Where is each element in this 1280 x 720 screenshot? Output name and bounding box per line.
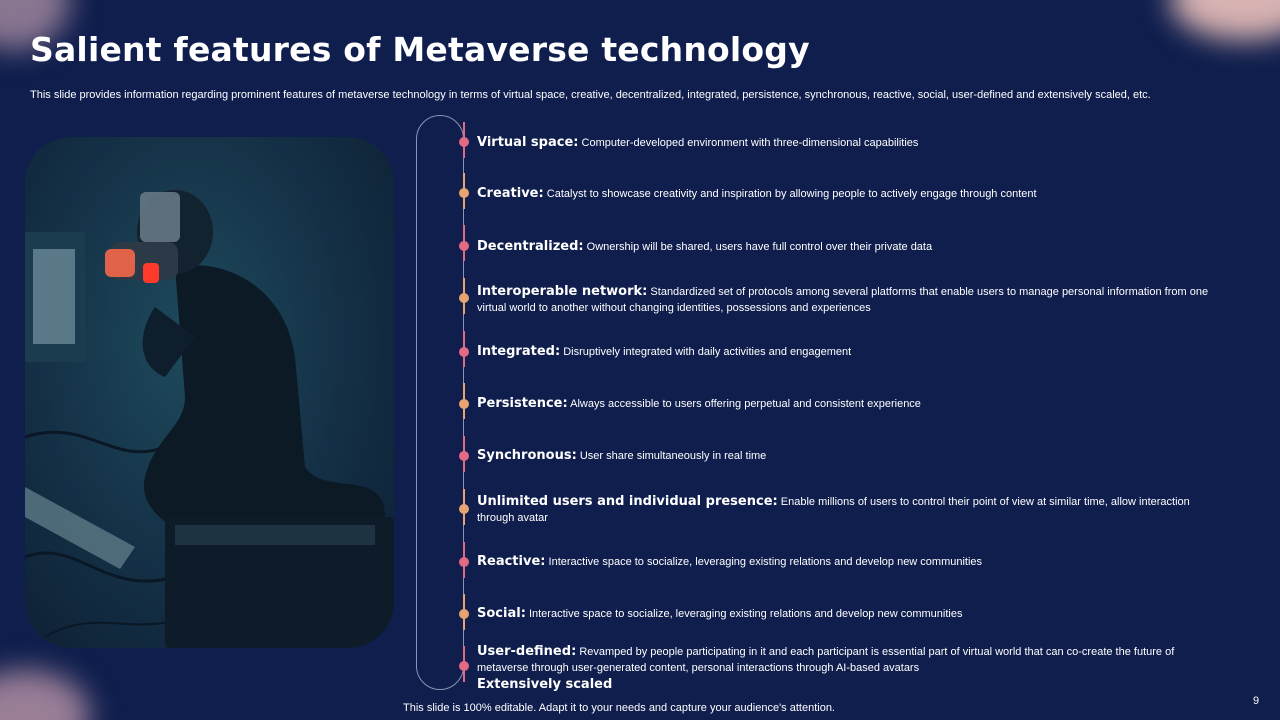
timeline-dot <box>459 504 469 514</box>
feature-description: Revamped by people participating in it and each participant is essential part of virtual world that can co-create the future of metaverse through user-generated content, personal interactions through AI-based avatars <box>477 646 1175 674</box>
slide-title: Salient features of Metaverse technology <box>30 30 810 69</box>
timeline-dot <box>459 241 469 251</box>
feature-item <box>477 606 1217 622</box>
feature-item <box>477 396 1217 412</box>
feature-colon: : <box>562 396 568 411</box>
timeline-dot <box>459 557 469 567</box>
feature-colon: : <box>642 284 648 299</box>
feature-colon: : <box>578 239 584 254</box>
feature-name: Integrated <box>477 344 555 359</box>
feature-name: Unlimited users and individual presence <box>477 494 773 509</box>
feature-description: Computer-developed environment with three-dimensional capabilities <box>578 137 919 149</box>
feature-colon: : <box>573 135 579 150</box>
feature-colon: : <box>538 186 544 201</box>
feature-description: Interactive space to socialize, leveraging existing relations and develop new communities <box>525 608 963 620</box>
decor-blob-bottom-left <box>0 670 90 720</box>
feature-colon: : <box>554 344 561 359</box>
feature-item <box>477 644 1217 676</box>
feature-name: Social <box>477 606 521 621</box>
feature-colon: : <box>571 448 577 463</box>
feature-name: Interoperable network <box>477 284 643 299</box>
feature-description: Catalyst to showcase creativity and inspiration by allowing people to actively engage through content <box>543 188 1037 200</box>
feature-item <box>477 186 1217 202</box>
timeline-dot <box>459 661 469 671</box>
timeline-dot <box>459 399 469 409</box>
timeline-dot <box>459 137 469 147</box>
feature-name: User-defined <box>477 644 572 659</box>
timeline-frame <box>416 115 464 690</box>
feature-name: Reactive <box>477 554 541 569</box>
page-number: 9 <box>1253 695 1260 707</box>
feature-item <box>477 284 1217 316</box>
feature-item <box>477 554 1217 570</box>
feature-description: User share simultaneously in real time <box>576 450 767 462</box>
feature-item <box>477 135 1217 151</box>
timeline-dot <box>459 347 469 357</box>
feature-name: Virtual space <box>477 135 574 150</box>
feature-item <box>477 448 1217 464</box>
feature-colon: : <box>520 606 526 621</box>
timeline-dot <box>459 609 469 619</box>
feature-colon: : <box>571 644 577 659</box>
feature-name: Synchronous <box>477 448 572 463</box>
feature-item <box>477 344 1217 360</box>
feature-description: Interactive space to socialize, leveraging existing relations and develop new communities <box>545 556 983 568</box>
slide-subtitle: This slide provides information regarding prominent features of metaverse technology in terms of virtual space, creative, decentralized, integrated, persistence, synchronous, reactive, social, user-defined and extensively scaled, etc. <box>30 89 1151 101</box>
feature-name: Decentralized <box>477 239 579 254</box>
feature-name: Creative <box>477 186 539 201</box>
feature-colon: : <box>540 554 546 569</box>
feature-description: Disruptively integrated with daily activities and engagement <box>560 346 852 358</box>
slide-footer-note: This slide is 100% editable. Adapt it to your needs and capture your audience's attention. <box>403 702 835 714</box>
feature-colon: : <box>772 494 778 509</box>
timeline-dot <box>459 188 469 198</box>
vr-user-photo <box>25 137 394 648</box>
timeline-dot <box>459 293 469 303</box>
feature-name: Persistence <box>477 396 563 411</box>
feature-item <box>477 494 1217 526</box>
decor-blob-top-right <box>1170 0 1280 40</box>
feature-description: Enable millions of users to control their point of view at similar time, allow interaction through avatar <box>477 496 1190 524</box>
timeline-dot <box>459 451 469 461</box>
vr-headset-person-illustration <box>25 137 394 648</box>
feature-description: Ownership will be shared, users have full control over their private data <box>583 241 933 253</box>
feature-extensively-scaled: Extensively scaled <box>477 677 613 692</box>
feature-description: Standardized set of protocols among several platforms that enable users to manage personal information from one virtual world to another without changing identities, possessions and experiences <box>477 286 1209 314</box>
feature-item <box>477 239 1217 255</box>
feature-description: Always accessible to users offering perpetual and consistent experience <box>567 398 921 410</box>
